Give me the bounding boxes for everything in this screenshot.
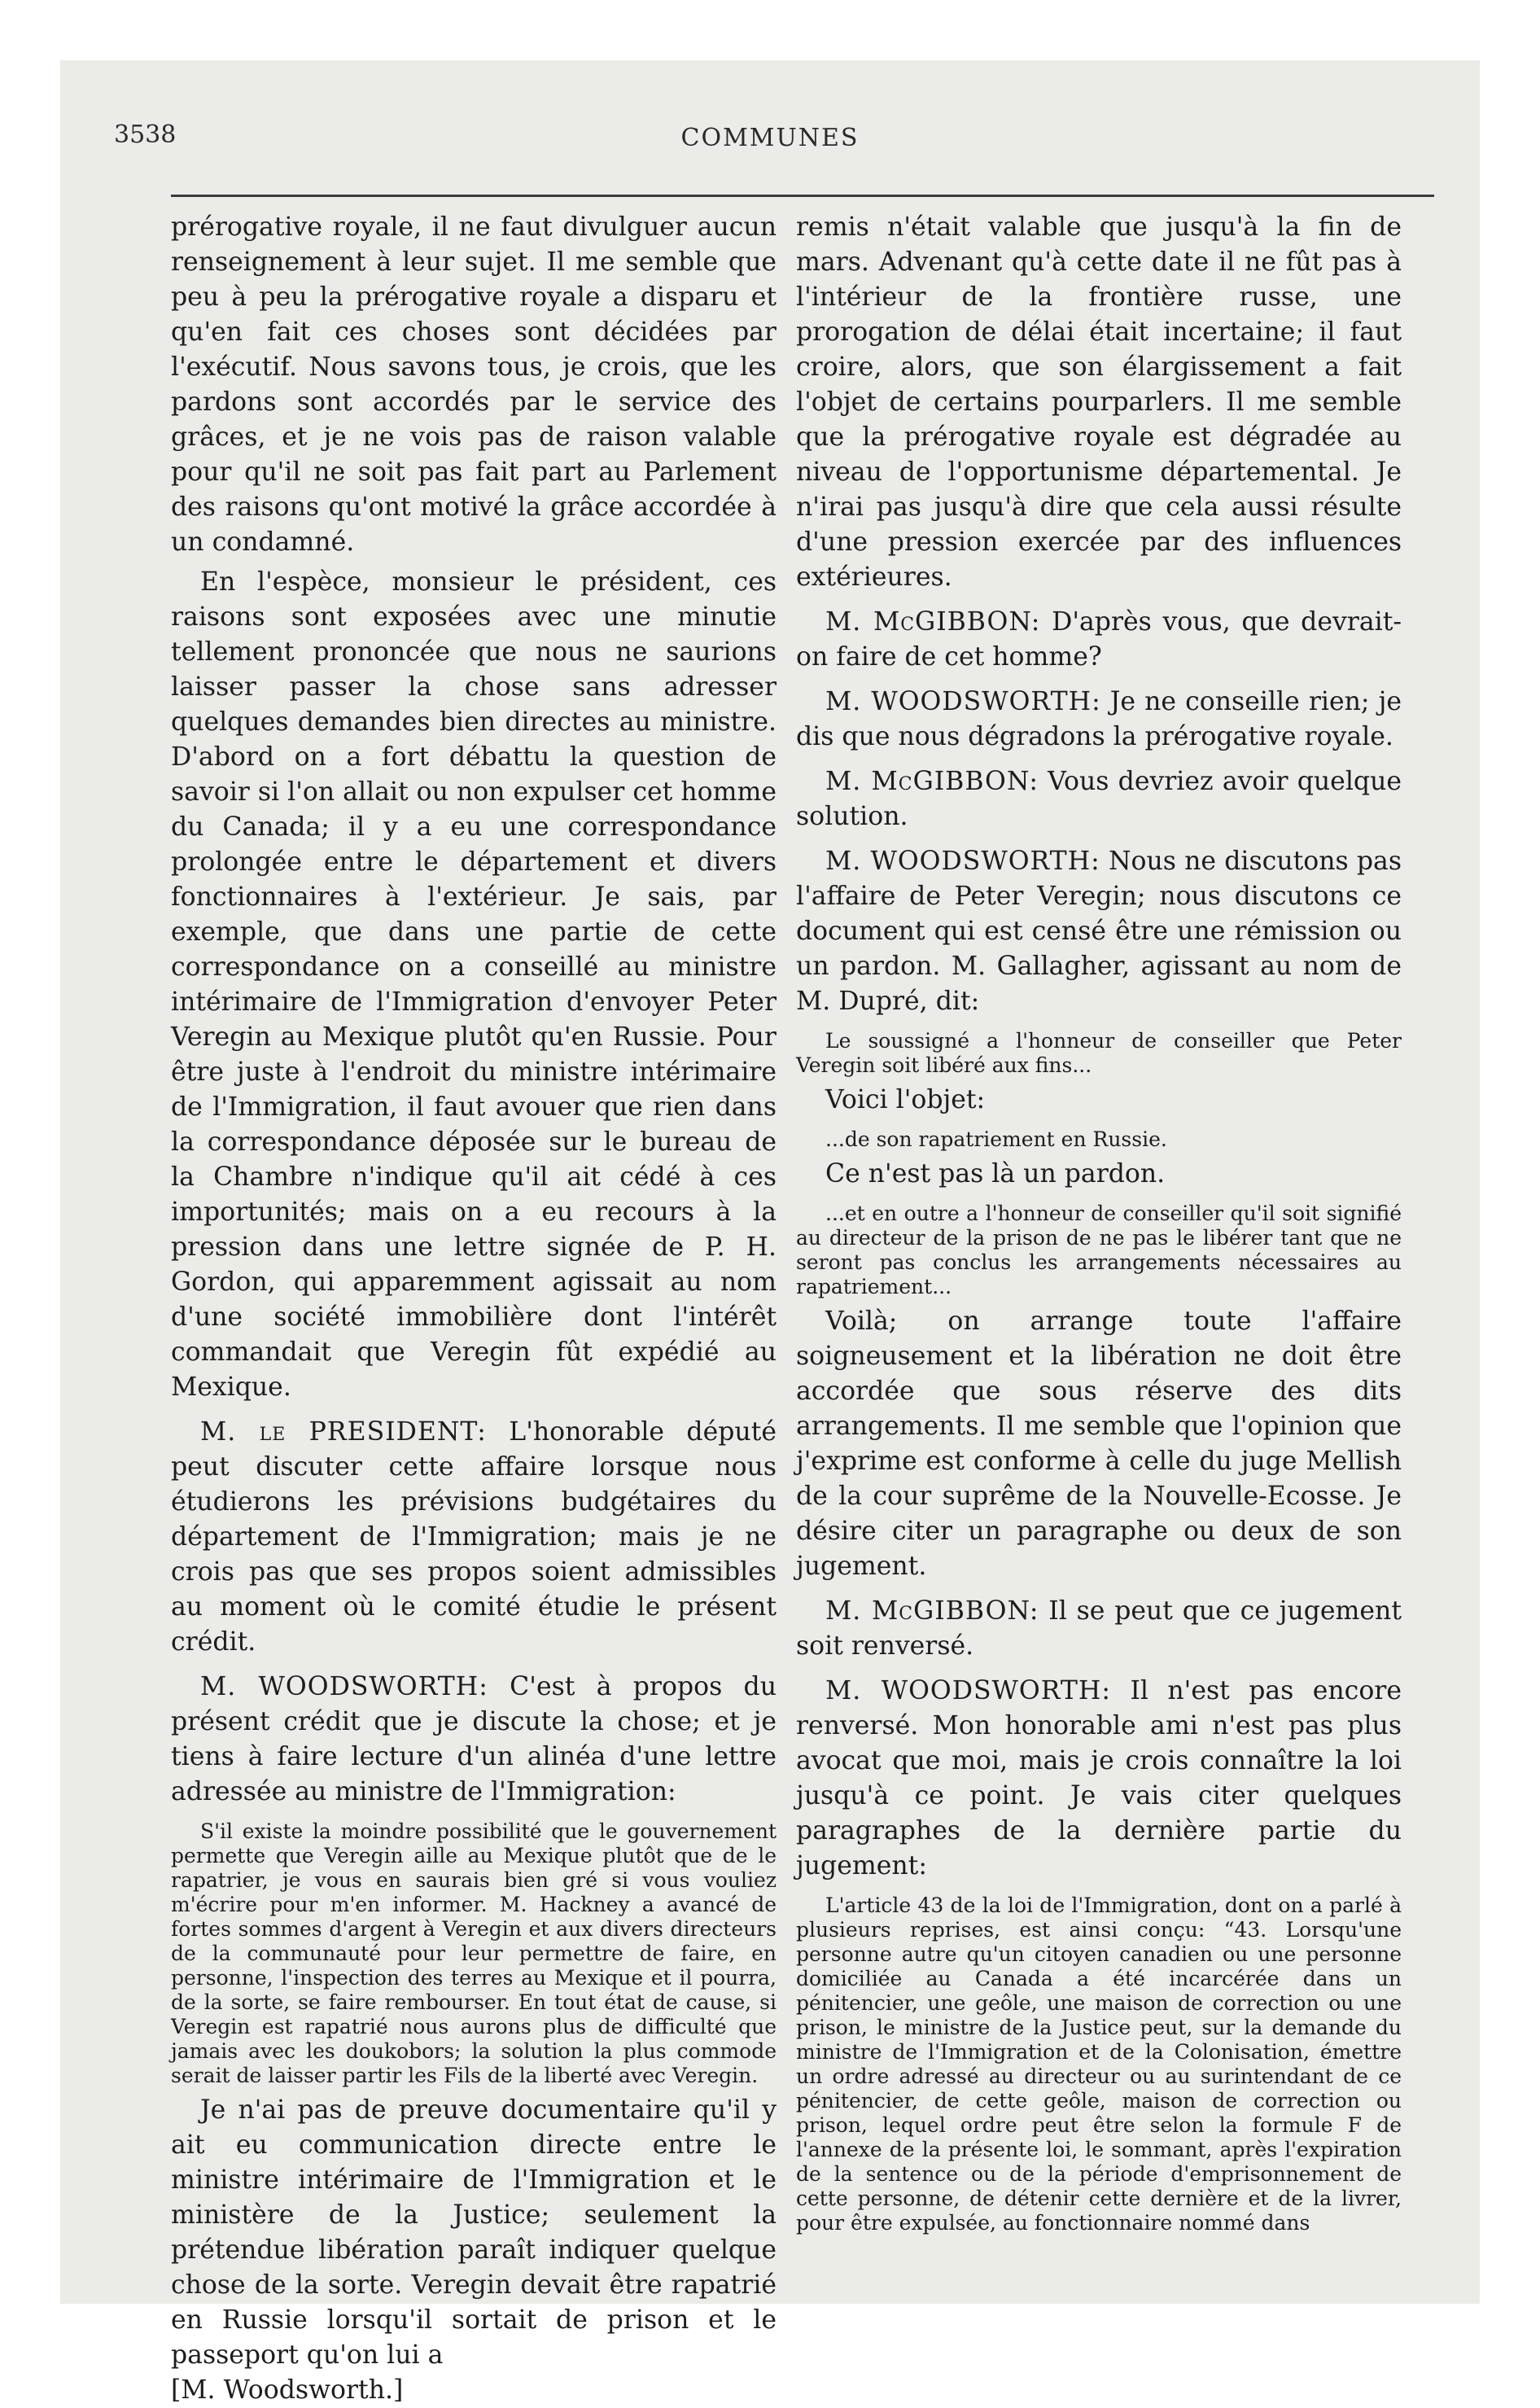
speech bbox=[796, 844, 1402, 1019]
paragraph: En l'espèce, monsieur le président, ces raisons sont exposées avec une minutie tellement prononcée que nous ne saurions laisser passer la chose sans adresser quelques demandes bien directes au ministre. D'abord on a fort débattu la question de savoir si l'on allait ou non expulser cet homme du Canada; il y a eu une correspondance prolongée entre le département et divers fonctionnaires à l'extérieur. Je sais, par exemple, que dans une partie de cette correspondance on a conseillé au ministre intérimaire de l'Immigration d'envoyer Peter Veregin au Mexique plutôt qu'en Russie. Pour être juste à l'endroit du ministre intérimaire de l'Immigration, il faut avouer que rien dans la correspondance déposée sur le bureau de la Chambre n'indique qu'il ait cédé à ces importunités; mais on a eu recours à la pression dans une lettre signée de P. H. Gordon, qui apparemment agissait au nom d'une société immobilière dont l'intérêt commandait que Veregin fût expédié au Mexique. bbox=[171, 567, 777, 1402]
speaker-name: M. WOODSWORTH: bbox=[825, 847, 1100, 876]
speech bbox=[796, 1674, 1402, 1884]
speech-text: L'honorable député peut discuter cette affaire lorsque nous étudierons les prévisions budgétaires du département de l'Immigration; mais je ne crois pas que ses propos soient admissibles au moment où le comité étudie le présent crédit. bbox=[171, 1417, 777, 1657]
speech bbox=[171, 1415, 777, 1660]
page-number: 3538 bbox=[114, 120, 177, 149]
header-rule bbox=[171, 195, 1434, 197]
block-quote: S'il existe la moindre possibilité que le gouvernement permette que Veregin aille au Mexique plutôt que de le rapatrier, je vous en saurais bien gré si vous vouliez m'écrire pour m'en informer. M. Hackney a avancé de fortes sommes d'argent à Veregin et aux divers directeurs de la communauté pour leur permettre de faire, en personne, l'inspection des terres au Mexique et il pourra, de la sorte, se faire rembourser. En tout état de cause, si Veregin est rapatrié nous aurons plus de difficulté que jamais avec les doukobors; la solution la plus commode serait de laisser partir les Fils de la liberté avec Veregin. bbox=[171, 1819, 777, 2087]
speech bbox=[796, 685, 1402, 755]
speaker-name: M. le PRESIDENT: bbox=[200, 1417, 487, 1447]
running-head: COMMUNES bbox=[680, 124, 860, 152]
speaker-name: M. McGIBBON: bbox=[825, 607, 1041, 637]
block-quote: Le soussigné a l'honneur de conseiller que Peter Veregin soit libéré aux fins... bbox=[796, 1029, 1402, 1077]
right-column bbox=[796, 210, 1402, 2235]
paragraph: Ce n'est pas là un pardon. bbox=[825, 1159, 1166, 1189]
speaker-name: M. WOODSWORTH: bbox=[825, 687, 1101, 716]
speech-text: Vous devriez avoir quelque solution. bbox=[796, 767, 1402, 831]
block-quote: ...de son rapatriement en Russie. bbox=[825, 1127, 1167, 1151]
paragraph: Voici l'objet: bbox=[825, 1085, 986, 1114]
paragraph: remis n'était valable que jusqu'à la fin de mars. Advenant qu'à cette date il ne fût pas à l'intérieur de la frontière russe, une prorogation de délai était incertaine; il faut croire, alors, que son élargissement a fait l'objet de certains pourparlers. Il me semble que la prérogative royale est dégradée au niveau de l'opportunisme départemental. Je n'irai pas jusqu'à dire que cela aussi résulte d'une pression exercée par des influences extérieures. bbox=[796, 212, 1402, 592]
paragraph: prérogative royale, il ne faut divulguer aucun renseignement à leur sujet. Il me semble que peu à peu la prérogative royale a disparu et qu'en fait ces choses sont décidées par l'exécutif. Nous savons tous, je crois, que les pardons sont accordés par le service des grâces, et je ne vois pas de raison valable pour qu'il ne soit pas fait part au Parlement des raisons qu'ont motivé la grâce accordée à un condamné. bbox=[171, 212, 777, 557]
speaker-name: M. WOODSWORTH: bbox=[825, 1676, 1112, 1705]
speech-text: D'après vous, que devrait-on faire de cet homme? bbox=[796, 607, 1402, 672]
page-header bbox=[114, 72, 1426, 152]
speech bbox=[796, 605, 1402, 675]
speech bbox=[796, 764, 1402, 834]
speech-text: C'est à propos du présent crédit que je discute la chose; et je tiens à faire lecture d'un alinéa d'une lettre adressée au ministre de l'Immigration: bbox=[171, 1672, 777, 1806]
paragraph: Je n'ai pas de preuve documentaire qu'il y ait eu communication directe entre le ministre intérimaire de l'Immigration et le ministère de la Justice; seulement la prétendue libération paraît indiquer quelque chose de la sorte. Veregin devait être rapatrié en Russie lorsqu'il sortait de prison et le passeport qu'on lui a bbox=[171, 2095, 777, 2370]
speech-text: Il se peut que ce jugement soit renversé. bbox=[796, 1596, 1402, 1661]
speech bbox=[796, 1594, 1402, 1664]
speaker-name: M. McGIBBON: bbox=[825, 767, 1039, 796]
left-column bbox=[171, 210, 777, 2408]
speaker-signature: [M. Woodsworth.] bbox=[171, 2375, 404, 2405]
speech bbox=[171, 1670, 777, 1810]
block-quote: L'article 43 de la loi de l'Immigration, dont on a parlé à plusieurs reprises, est ainsi conçu: “43. Lorsqu'une personne autre qu'un citoyen canadien ou une personne domiciliée au Canada a été incarcérée dans un pénitencier, une geôle, une maison de correction ou une prison, le ministre de la Justice peut, sur la demande du ministre de l'Immigration et de la Colonisation, émettre un ordre adressé au directeur ou au surintendant de ce pénitencier, de cette geôle, maison de correction ou prison, lequel ordre peut être selon la formule F de l'annexe de la présente loi, le sommant, après l'expiration de la sentence ou de la période d'emprisonnement de cette personne, de détenir cette dernière et de la livrer, pour être expulsée, au fonctionnaire nommé dans bbox=[796, 1894, 1402, 2235]
block-quote: ...et en outre a l'honneur de conseiller qu'il soit signifié au directeur de la prison de ne pas le libérer tant que ne seront pas conclus les arrangements nécessaires au rapatriement... bbox=[796, 1202, 1402, 1298]
paragraph: Voilà; on arrange toute l'affaire soigneusement et la libération ne doit être accordée que sous réserve des dits arrangements. Il me semble que l'opinion que j'exprime est conforme à celle du juge Mellish de la cour suprême de la Nouvelle-Ecosse. Je désire citer un paragraphe ou deux de son jugement. bbox=[796, 1307, 1402, 1581]
speech-text: Je ne conseille rien; je dis que nous dégradons la prérogative royale. bbox=[796, 687, 1402, 751]
speech-text: Il n'est pas encore renversé. Mon honorable ami n'est pas plus avocat que moi, mais je crois connaître la loi jusqu'à ce point. Je vais citer quelques paragraphes de la dernière partie du jugement: bbox=[796, 1676, 1402, 1880]
speech-text: Nous ne discutons pas l'affaire de Peter Veregin; nous discutons ce document qui est censé être une rémission ou un pardon. M. Gallagher, agissant au nom de M. Dupré, dit: bbox=[796, 847, 1402, 1016]
speaker-name: M. WOODSWORTH: bbox=[200, 1672, 488, 1701]
speaker-name: M. McGIBBON: bbox=[825, 1596, 1039, 1626]
